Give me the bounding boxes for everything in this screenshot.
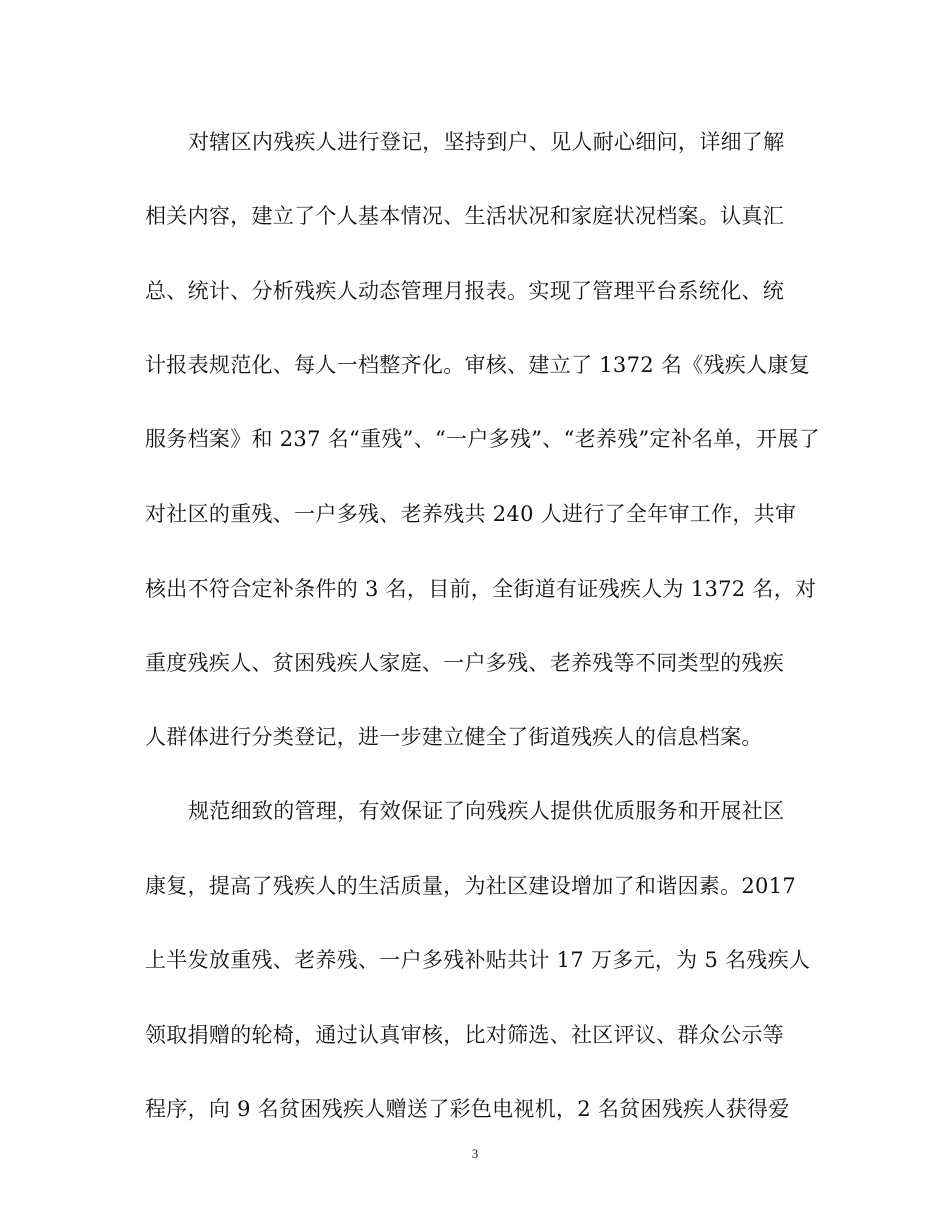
paragraph-2-line-2: 康复，提高了残疾人的生活质量，为社区建设增加了和谐因素。2017: [145, 874, 797, 898]
paragraph-2-line-3: 上半发放重残、老养残、一户多残补贴共计 17 万多元，为 5 名残疾人: [145, 948, 811, 972]
paragraph-1-line-7: 核出不符合定补条件的 3 名，目前，全街道有证残疾人为 1372 名，对: [145, 577, 817, 601]
paragraph-2-line-4: 领取捐赠的轮椅，通过认真审核，比对筛选、社区评议、群众公示等: [145, 1023, 784, 1047]
paragraph-1-line-9: 人群体进行分类登记，进一步建立健全了街道残疾人的信息档案。: [145, 725, 763, 749]
paragraph-1-line-4: 计报表规范化、每人一档整齐化。审核、建立了 1372 名《残疾人康复: [145, 353, 810, 377]
paragraph-1-line-1: 对辖区内残疾人进行登记，坚持到户、见人耐心细问，详细了解: [188, 130, 785, 154]
paragraph-2-line-5: 程序，向 9 名贫困残疾人赠送了彩色电视机，2 名贫困残疾人获得爱: [145, 1097, 790, 1121]
paragraph-1-line-2: 相关内容，建立了个人基本情况、生活状况和家庭状况档案。认真汇: [145, 204, 784, 228]
paragraph-1-line-3: 总、统计、分析残疾人动态管理月报表。实现了管理平台系统化、统: [145, 279, 784, 303]
paragraph-2-line-1: 规范细致的管理，有效保证了向残疾人提供优质服务和开展社区: [188, 799, 785, 823]
paragraph-1-line-5: 服务档案》和 237 名“重残”、“一户多残”、“老养残”定补名单，开展了: [145, 427, 820, 451]
page-number: 3: [471, 1146, 479, 1161]
paragraph-1-line-6: 对社区的重残、一户多残、老养残共 240 人进行了全年审工作，共审: [145, 502, 797, 526]
paragraph-1-line-8: 重度残疾人、贫困残疾人家庭、一户多残、老养残等不同类型的残疾: [145, 651, 784, 675]
